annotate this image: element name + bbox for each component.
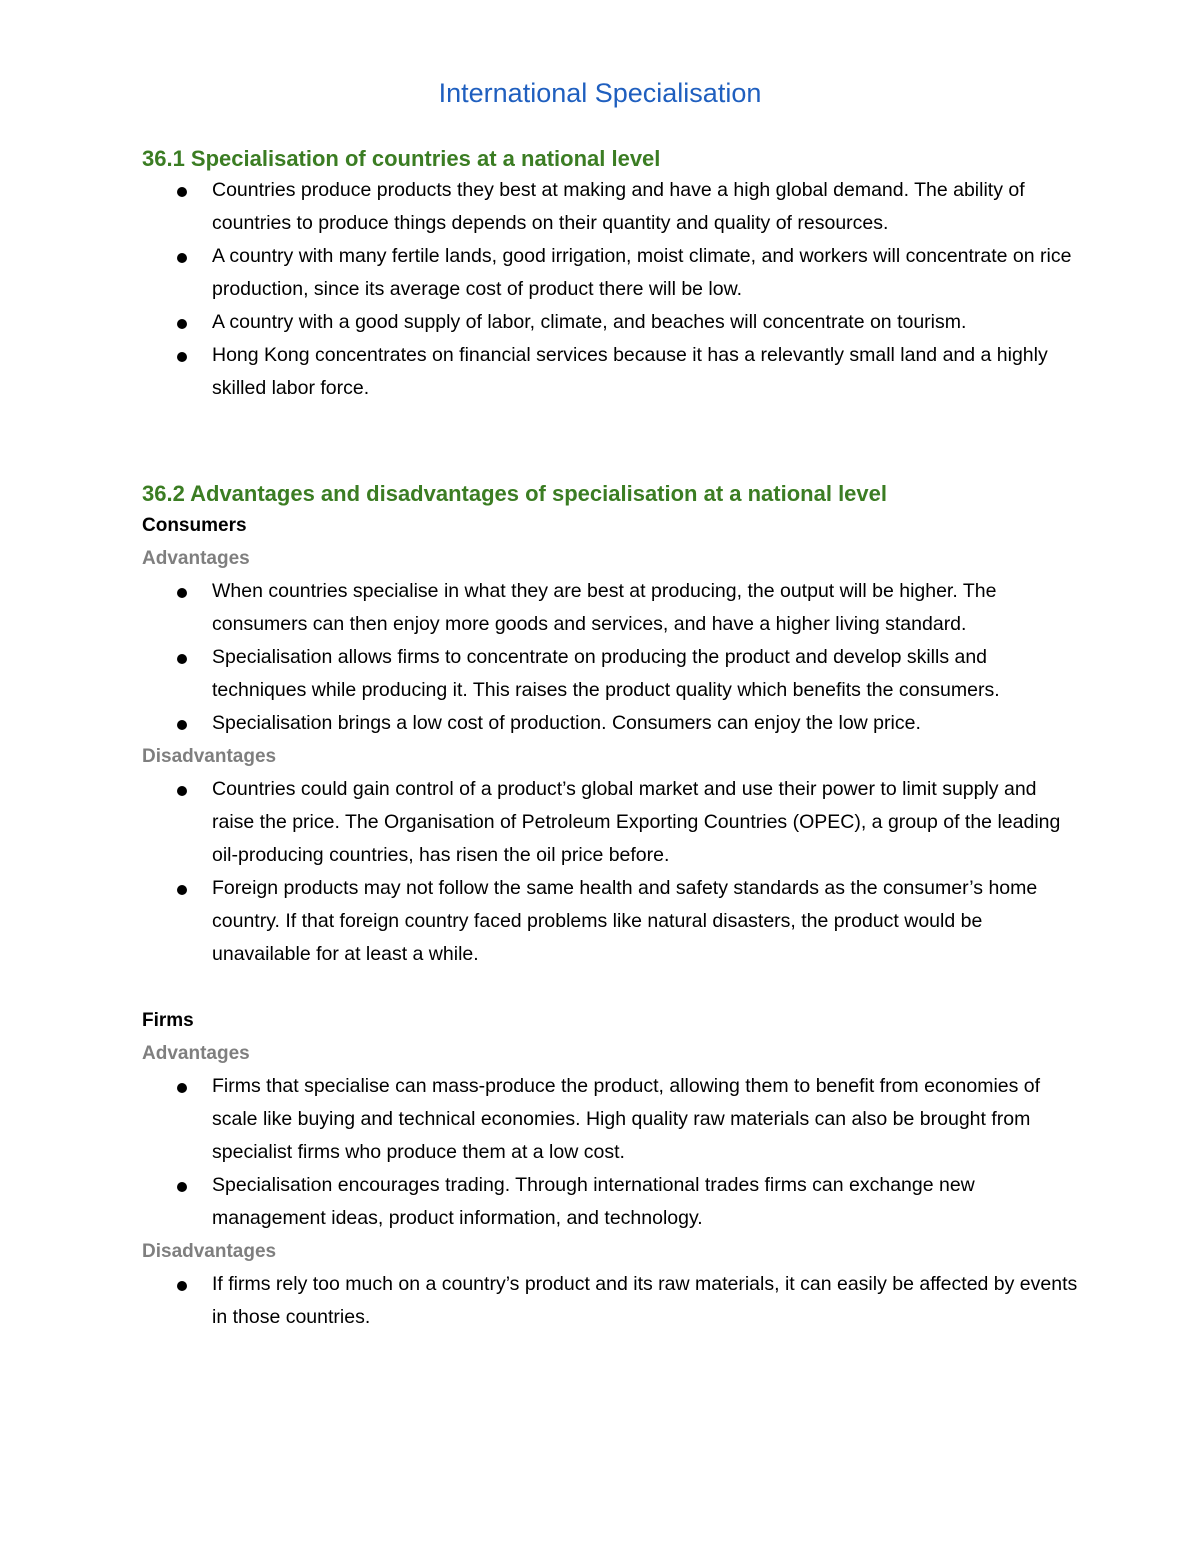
- list-item: Countries could gain control of a product’s global market and use their power to limit supply and raise the price. The Organisation of Petroleum Exporting Countries (OPEC), a group of the leading oil-producing countries, has risen the oil price before.: [142, 773, 1080, 872]
- bullet-icon: [177, 253, 187, 263]
- consumers-disadvantages-label: Disadvantages: [142, 746, 277, 767]
- firms-disadvantages-label: Disadvantages: [142, 1241, 277, 1262]
- firms-disadvantages-list: [142, 1268, 1080, 1334]
- list-item: Foreign products may not follow the same health and safety standards as the consumer’s home country. If that foreign country faced problems like natural disasters, the product would be unavailable for at least a while.: [142, 872, 1080, 971]
- consumers-advantages-label: Advantages: [142, 548, 250, 569]
- bullet-icon: [177, 319, 187, 329]
- list-item: Hong Kong concentrates on financial services because it has a relevantly small land and a highly skilled labor force.: [142, 339, 1080, 405]
- consumers-advantages-list: [142, 575, 1080, 740]
- bullet-icon: [177, 720, 187, 730]
- list-item: When countries specialise in what they are best at producing, the output will be higher. The consumers can then enjoy more goods and services, and have a higher living standard.: [142, 575, 1080, 641]
- section-heading-36-1: 36.1 Specialisation of countries at a national level: [142, 146, 661, 171]
- list-item: If firms rely too much on a country’s product and its raw materials, it can easily be affected by events in those countries.: [142, 1268, 1080, 1334]
- bullet-icon: [177, 654, 187, 664]
- bullet-icon: [177, 1083, 187, 1093]
- list-item: A country with a good supply of labor, climate, and beaches will concentrate on tourism.: [142, 306, 1080, 339]
- document-title: International Specialisation: [438, 78, 762, 108]
- bullet-icon: [177, 1281, 187, 1291]
- list-item: Specialisation brings a low cost of production. Consumers can enjoy the low price.: [142, 707, 1080, 740]
- firms-advantages-list: [142, 1070, 1080, 1235]
- list-item: Specialisation encourages trading. Through international trades firms can exchange new management ideas, product information, and technology.: [142, 1169, 1080, 1235]
- bullet-icon: [177, 187, 187, 197]
- list-item: Countries produce products they best at making and have a high global demand. The ability of countries to produce things depends on their quantity and quality of resources.: [142, 174, 1080, 240]
- firms-advantages-label: Advantages: [142, 1043, 250, 1064]
- list-item: Firms that specialise can mass-produce the product, allowing them to benefit from economies of scale like buying and technical economies. High quality raw materials can also be brought from specialist firms who produce them at a low cost.: [142, 1070, 1080, 1169]
- bullet-icon: [177, 352, 187, 362]
- firms-heading: Firms: [142, 1010, 194, 1031]
- section-heading-36-2: 36.2 Advantages and disadvantages of specialisation at a national level: [142, 481, 888, 506]
- consumers-heading: Consumers: [142, 515, 247, 536]
- bullet-icon: [177, 885, 187, 895]
- bullet-icon: [177, 1182, 187, 1192]
- list-item: Specialisation allows firms to concentrate on producing the product and develop skills and techniques while producing it. This raises the product quality which benefits the consumers.: [142, 641, 1080, 707]
- list-item: A country with many fertile lands, good irrigation, moist climate, and workers will concentrate on rice production, since its average cost of product there will be low.: [142, 240, 1080, 306]
- bullet-icon: [177, 588, 187, 598]
- bullet-icon: [177, 786, 187, 796]
- consumers-disadvantages-list: [142, 773, 1080, 971]
- section1-bullet-list: [142, 174, 1080, 405]
